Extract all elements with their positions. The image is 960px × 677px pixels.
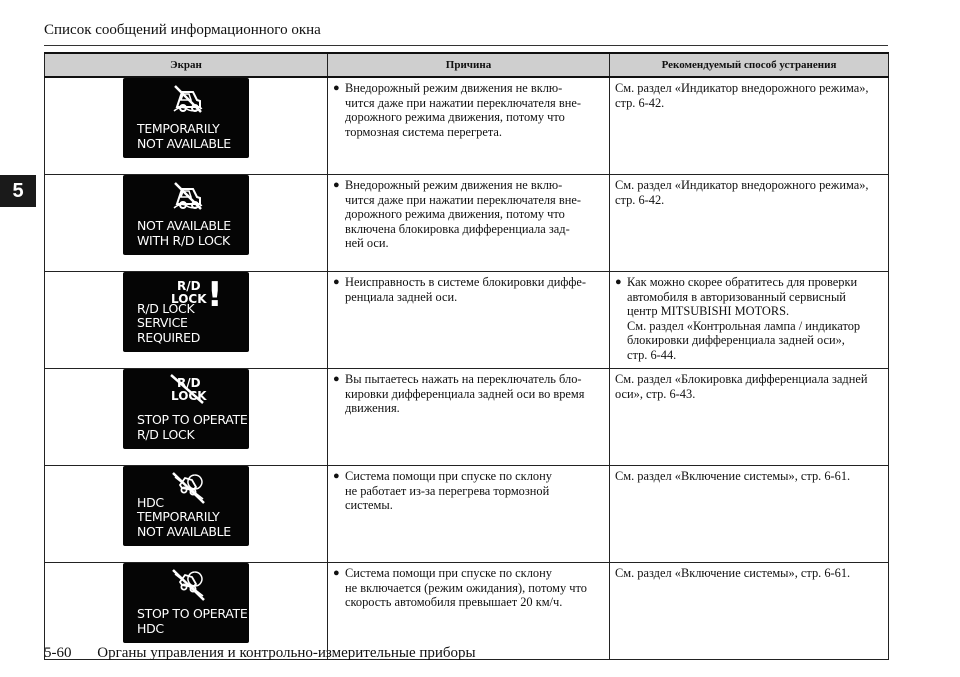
screen-message-text: HDC TEMPORARILY NOT AVAILABLE [137,494,231,539]
rd-lock-label: R/D LOCK [171,279,207,306]
remedy-text: См. раздел «Блокировка дифференциала задней оси», стр. 6-43. [615,372,868,401]
display-screen [123,78,249,158]
table-header-row [45,53,889,77]
rd-lock-label: R/D LOCK [171,376,207,403]
footer-section-title: Органы управления и контрольно-измерительные приборы [97,645,476,661]
screen-cell [45,369,328,466]
chapter-tab: 5 [0,175,36,207]
display-screen [123,563,249,643]
table-row [45,466,889,563]
warning-mark: ! [207,275,223,315]
remedy-text: См. раздел «Включение системы», стр. 6-61. [615,566,851,580]
screen-cell [45,466,328,563]
bullet-icon: ● [615,276,622,288]
remedy-cell [610,77,889,175]
bullet-icon: ● [333,373,340,385]
cause-cell [328,272,610,369]
remedy-text: См. раздел «Индикатор внедорожного режима», стр. 6-42. [615,178,869,207]
cause-text: Система помощи при спуске по склону не работает из-за перегрева тормозной системы. [345,469,552,512]
screen-cell [45,175,328,272]
cause-cell [328,175,610,272]
column-header-remedy: Рекомендуемый способ устранения [610,53,889,77]
cause-text: Внедорожный режим движения не вклю- чится даже при нажатии переключателя вне- дорожного режима движения, потому что тормозная система перегрета. [345,81,581,139]
remedy-text: Как можно скорее обратитесь для проверки автомобиля в авторизованный сервисный центр MITSUBISHI MOTORS. См. раздел «Контрольная лампа / индикатор блокировки дифференциала задней оси», стр. 6-44. [627,275,861,362]
remedy-cell [610,563,889,660]
message-table [44,52,889,660]
remedy-cell [610,466,889,563]
page-footer [44,645,476,662]
cause-text: Система помощи при спуске по склону не включается (режим ожидания), потому что скорость автомобиля превышает 20 км/ч. [345,566,587,609]
screen-message-text: NOT AVAILABLE WITH R/D LOCK [137,218,231,248]
cause-cell [328,369,610,466]
table-row [45,77,889,175]
page-header-title: Список сообщений информационного окна [44,22,321,38]
display-screen [123,369,249,449]
cause-cell [328,466,610,563]
header-divider [44,45,888,46]
page-number: 5-60 [44,645,72,661]
bullet-icon: ● [333,470,340,482]
table-row [45,175,889,272]
remedy-text: См. раздел «Индикатор внедорожного режима», стр. 6-42. [615,81,869,110]
bullet-icon: ● [333,567,340,579]
cause-text: Вы пытаетесь нажать на переключатель бло- кировки дифференциала задней оси во время движения. [345,372,585,415]
display-screen [123,466,249,546]
screen-message-text: STOP TO OPERATE R/D LOCK [137,412,248,442]
display-screen [123,272,249,352]
display-screen [123,175,249,255]
screen-cell [45,77,328,175]
table-row [45,369,889,466]
column-header-cause: Причина [328,53,610,77]
cause-text: Неисправность в системе блокировки диффе- ренциала задней оси. [345,275,587,304]
cause-cell [328,77,610,175]
remedy-text: См. раздел «Включение системы», стр. 6-61. [615,469,851,483]
bullet-icon: ● [333,179,340,191]
table-row [45,272,889,369]
bullet-icon: ● [333,276,340,288]
remedy-cell [610,175,889,272]
screen-cell [45,272,328,369]
column-header-screen: Экран [45,53,328,77]
cause-text: Внедорожный режим движения не вклю- чится даже при нажатии переключателя вне- дорожного режима движения, потому что включена блокировка дифференциала зад- ней оси. [345,178,581,250]
bullet-icon: ● [333,82,340,94]
screen-message-text: R/D LOCK SERVICE REQUIRED [137,300,201,345]
screen-message-text: TEMPORARILY NOT AVAILABLE [137,121,231,151]
remedy-cell [610,369,889,466]
remedy-cell [610,272,889,369]
screen-message-text: STOP TO OPERATE HDC [137,606,248,636]
